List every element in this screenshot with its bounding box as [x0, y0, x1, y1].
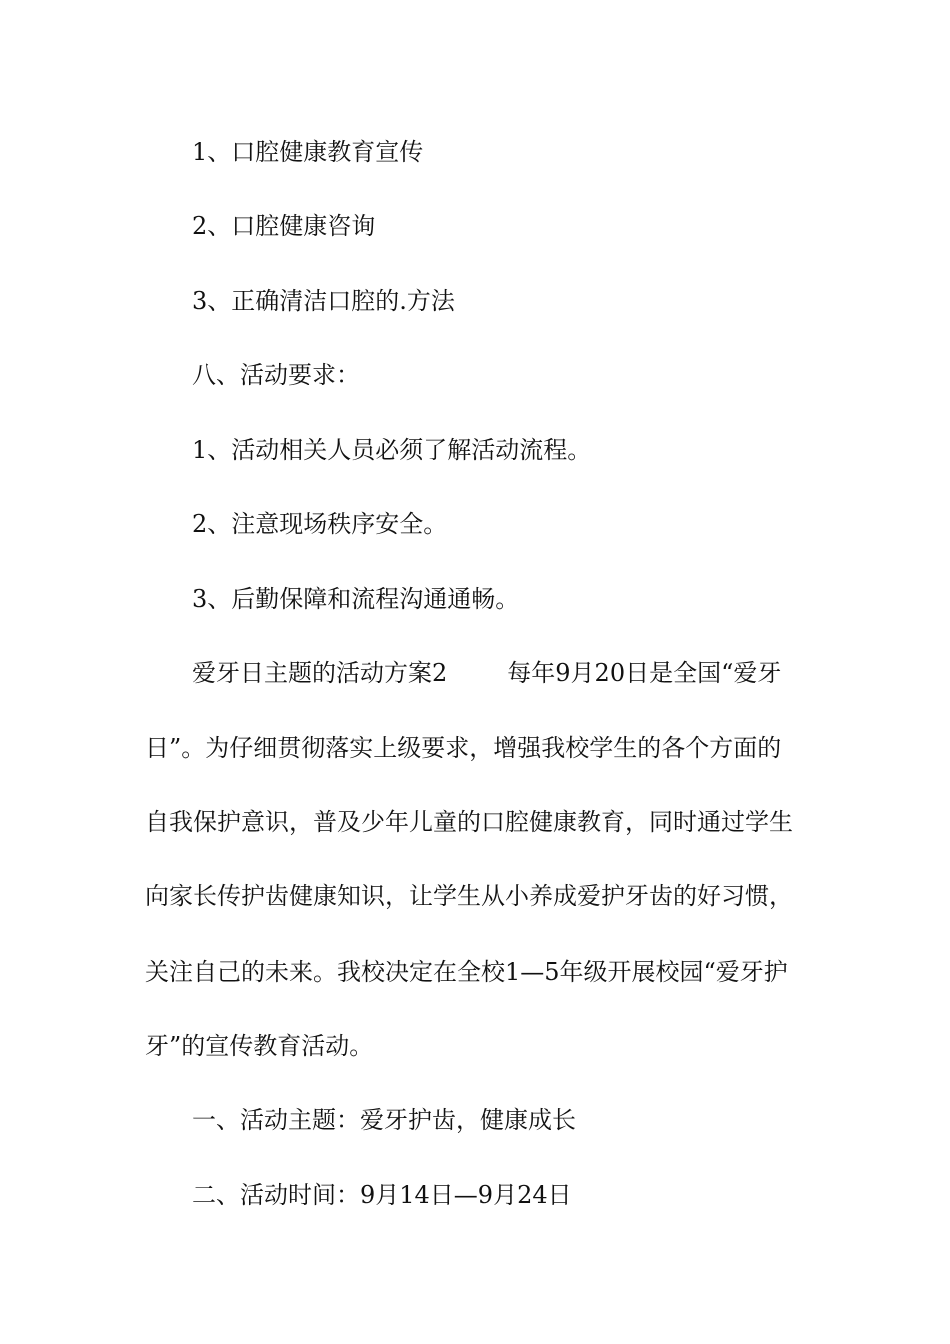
section-eight-heading: 八、活动要求：	[192, 361, 360, 389]
requirement-item-1: 1、活动相关人员必须了解活动流程。	[192, 436, 592, 464]
paragraph-line: 向家长传护齿健康知识，让学生从小养成爱护牙齿的好习惯，	[145, 882, 793, 910]
section-one-theme: 一、活动主题：爱牙护齿，健康成长	[192, 1106, 576, 1134]
list-item-oral-health-consultation: 2、口腔健康咨询	[192, 212, 376, 240]
paragraph-line: 日”。为仔细贯彻落实上级要求，增强我校学生的各个方面的	[145, 734, 782, 762]
section-two-time: 二、活动时间：9月14日—9月24日	[192, 1181, 572, 1209]
requirement-item-2: 2、注意现场秩序安全。	[192, 510, 448, 538]
paragraph-line: 自我保护意识，普及少年儿童的口腔健康教育，同时通过学生	[145, 808, 793, 836]
requirement-item-3: 3、后勤保障和流程沟通通畅。	[192, 585, 520, 613]
list-item-correct-cleaning-method: 3、正确清洁口腔的.方法	[192, 287, 455, 315]
list-item-oral-health-promotion: 1、口腔健康教育宣传	[192, 138, 424, 166]
paragraph-first-line: 每年9月20日是全国“爱牙	[507, 659, 782, 687]
plan2-title-line	[192, 657, 781, 689]
paragraph-line: 牙”的宣传教育活动。	[145, 1032, 374, 1060]
paragraph-line: 关注自己的未来。我校决定在全校1—5年级开展校园“爱牙护	[145, 958, 788, 986]
plan2-title: 爱牙日主题的活动方案2	[192, 659, 448, 687]
